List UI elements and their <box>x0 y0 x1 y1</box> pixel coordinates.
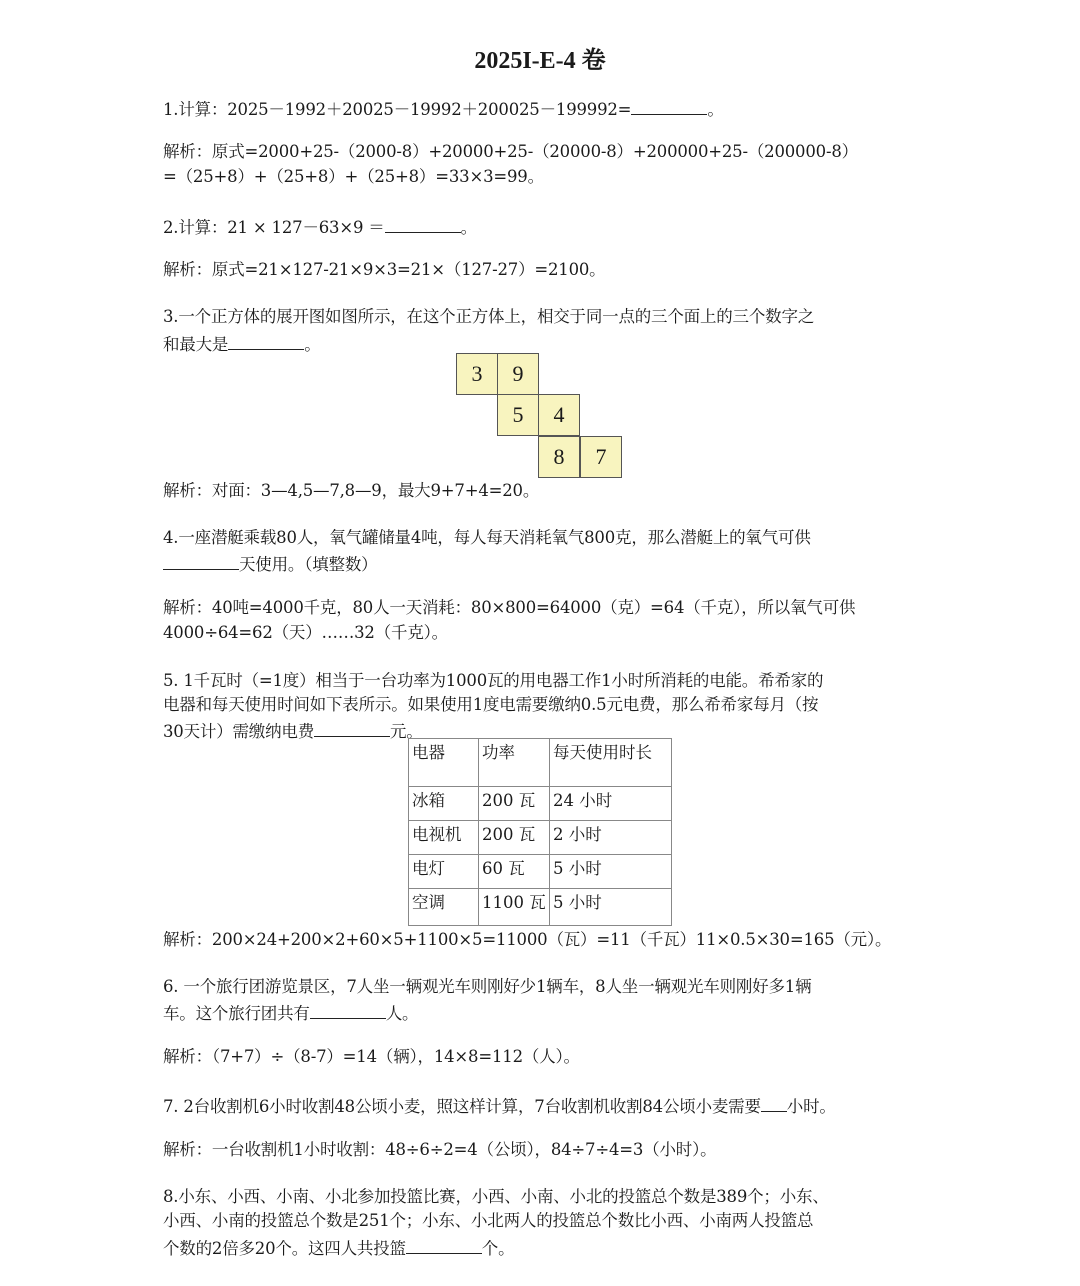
question-6-line1: 6. 一个旅行团游览景区，7人坐一辆观光车则刚好少1辆车，8人坐一辆观光车则刚好多1辆 <box>163 977 812 996</box>
table-row <box>409 787 672 821</box>
q1-text: 1.计算：2025－1992＋20025－19992＋200025－199992= <box>163 100 632 119</box>
answer-blank <box>310 1000 386 1019</box>
question-8-line2: 小西、小南的投篮总个数是251个；小东、小北两人的投篮总个数比小西、小南两人投篮总 <box>163 1211 814 1230</box>
question-8-line3 <box>163 1235 514 1260</box>
cube-face: 4 <box>538 394 580 436</box>
cube-face: 5 <box>497 394 539 436</box>
analysis-4-line1: 解析：40吨=4000千克，80人一天消耗：80×800=64000（克）=64（千克），所以氧气可供 <box>163 598 856 617</box>
question-2 <box>163 214 477 239</box>
q3-text: 和最大是 <box>163 335 229 354</box>
table-cell: 冰箱 <box>409 787 479 821</box>
q1-after: 。 <box>707 100 724 119</box>
table-header: 电器 <box>409 739 479 787</box>
analysis-7: 解析：一台收割机1小时收割：48÷6÷2=4（公顷），84÷7÷4=3（小时）。 <box>163 1140 717 1159</box>
question-5-line3 <box>163 718 423 743</box>
cube-face: 3 <box>456 353 498 395</box>
q8-after: 个。 <box>481 1239 515 1258</box>
table-cell: 60 瓦 <box>479 855 550 889</box>
q4-after: 天使用。（填整数） <box>239 555 378 574</box>
q5-after: 元。 <box>390 722 423 741</box>
analysis-1-line2: =（25+8）+（25+8）+（25+8）=33×3=99。 <box>163 167 544 186</box>
answer-blank <box>314 718 390 737</box>
table-row <box>409 821 672 855</box>
analysis-4-line2: 4000÷64=62（天）……32（千克）。 <box>163 623 448 642</box>
analysis-1-line1: 解析：原式=2000+25-（2000-8）+20000+25-（20000-8）+200000+25-（200000-8） <box>163 142 858 161</box>
q8-text: 个数的2倍多20个。这四人共投篮 <box>163 1239 406 1258</box>
table-cell: 2 小时 <box>550 821 672 855</box>
table-cell: 5 小时 <box>550 855 672 889</box>
q2-text: 2.计算：21 × 127－63×9 ＝ <box>163 218 385 237</box>
analysis-3: 解析：对面：3—4,5—7,8—9，最大9+7+4=20。 <box>163 481 540 500</box>
table-row <box>409 855 672 889</box>
page-title: 2025I-E-4 卷 <box>474 48 606 74</box>
cube-face: 8 <box>538 436 580 478</box>
analysis-5: 解析：200×24+200×2+60×5+1100×5=11000（瓦）=11（千瓦）11×0.5×30=165（元）。 <box>163 930 892 949</box>
analysis-2: 解析：原式=21×127-21×9×3=21×（127-27）=2100。 <box>163 260 606 279</box>
table-header-row <box>409 739 672 787</box>
table-cell: 电灯 <box>409 855 479 889</box>
cube-face: 7 <box>580 436 622 478</box>
table-row <box>409 889 672 926</box>
q5-text: 30天计）需缴纳电费 <box>163 722 314 741</box>
table-cell: 1100 瓦 <box>479 889 550 926</box>
answer-blank <box>228 331 304 350</box>
cube-face: 9 <box>497 353 539 395</box>
appliance-table <box>408 738 672 926</box>
analysis-6: 解析：（7+7）÷（8-7）=14（辆），14×8=112（人）。 <box>163 1047 580 1066</box>
table-cell: 200 瓦 <box>479 821 550 855</box>
table-header: 每天使用时长 <box>550 739 672 787</box>
q6-after: 人。 <box>385 1004 419 1023</box>
question-5-line1: 5. 1千瓦时（=1度）相当于一台功率为1000瓦的用电器工作1小时所消耗的电能。希希家的 <box>163 671 824 690</box>
question-4-line2 <box>163 551 377 576</box>
q2-after: 。 <box>460 218 477 237</box>
question-3-line2 <box>163 331 321 356</box>
question-6-line2 <box>163 1000 418 1025</box>
answer-blank <box>406 1235 482 1254</box>
table-cell: 200 瓦 <box>479 787 550 821</box>
answer-blank <box>761 1093 787 1112</box>
table-cell: 电视机 <box>409 821 479 855</box>
table-cell: 5 小时 <box>550 889 672 926</box>
question-1 <box>163 96 724 121</box>
answer-blank <box>631 96 707 115</box>
q6-text: 车。这个旅行团共有 <box>163 1004 310 1023</box>
answer-blank <box>163 551 239 570</box>
question-4-line1: 4.一座潜艇乘载80人，氧气罐储量4吨，每人每天消耗氧气800克，那么潜艇上的氧气可供 <box>163 528 811 547</box>
question-7 <box>163 1093 836 1118</box>
q7-after: 小时。 <box>786 1097 836 1116</box>
q3-after: 。 <box>304 335 321 354</box>
table-header: 功率 <box>479 739 550 787</box>
question-8-line1: 8.小东、小西、小南、小北参加投篮比赛，小西、小南、小北的投篮总个数是389个；小东、 <box>163 1187 829 1206</box>
question-5-line2: 电器和每天使用时间如下表所示。如果使用1度电需要缴纳0.5元电费，那么希希家每月（按 <box>163 695 819 714</box>
q7-text: 7. 2台收割机6小时收割48公顷小麦，照这样计算，7台收割机收割84公顷小麦需要 <box>163 1097 761 1116</box>
table-cell: 空调 <box>409 889 479 926</box>
question-3-line1: 3.一个正方体的展开图如图所示，在这个正方体上，相交于同一点的三个面上的三个数字之 <box>163 307 815 326</box>
answer-blank <box>385 214 461 233</box>
table-cell: 24 小时 <box>550 787 672 821</box>
